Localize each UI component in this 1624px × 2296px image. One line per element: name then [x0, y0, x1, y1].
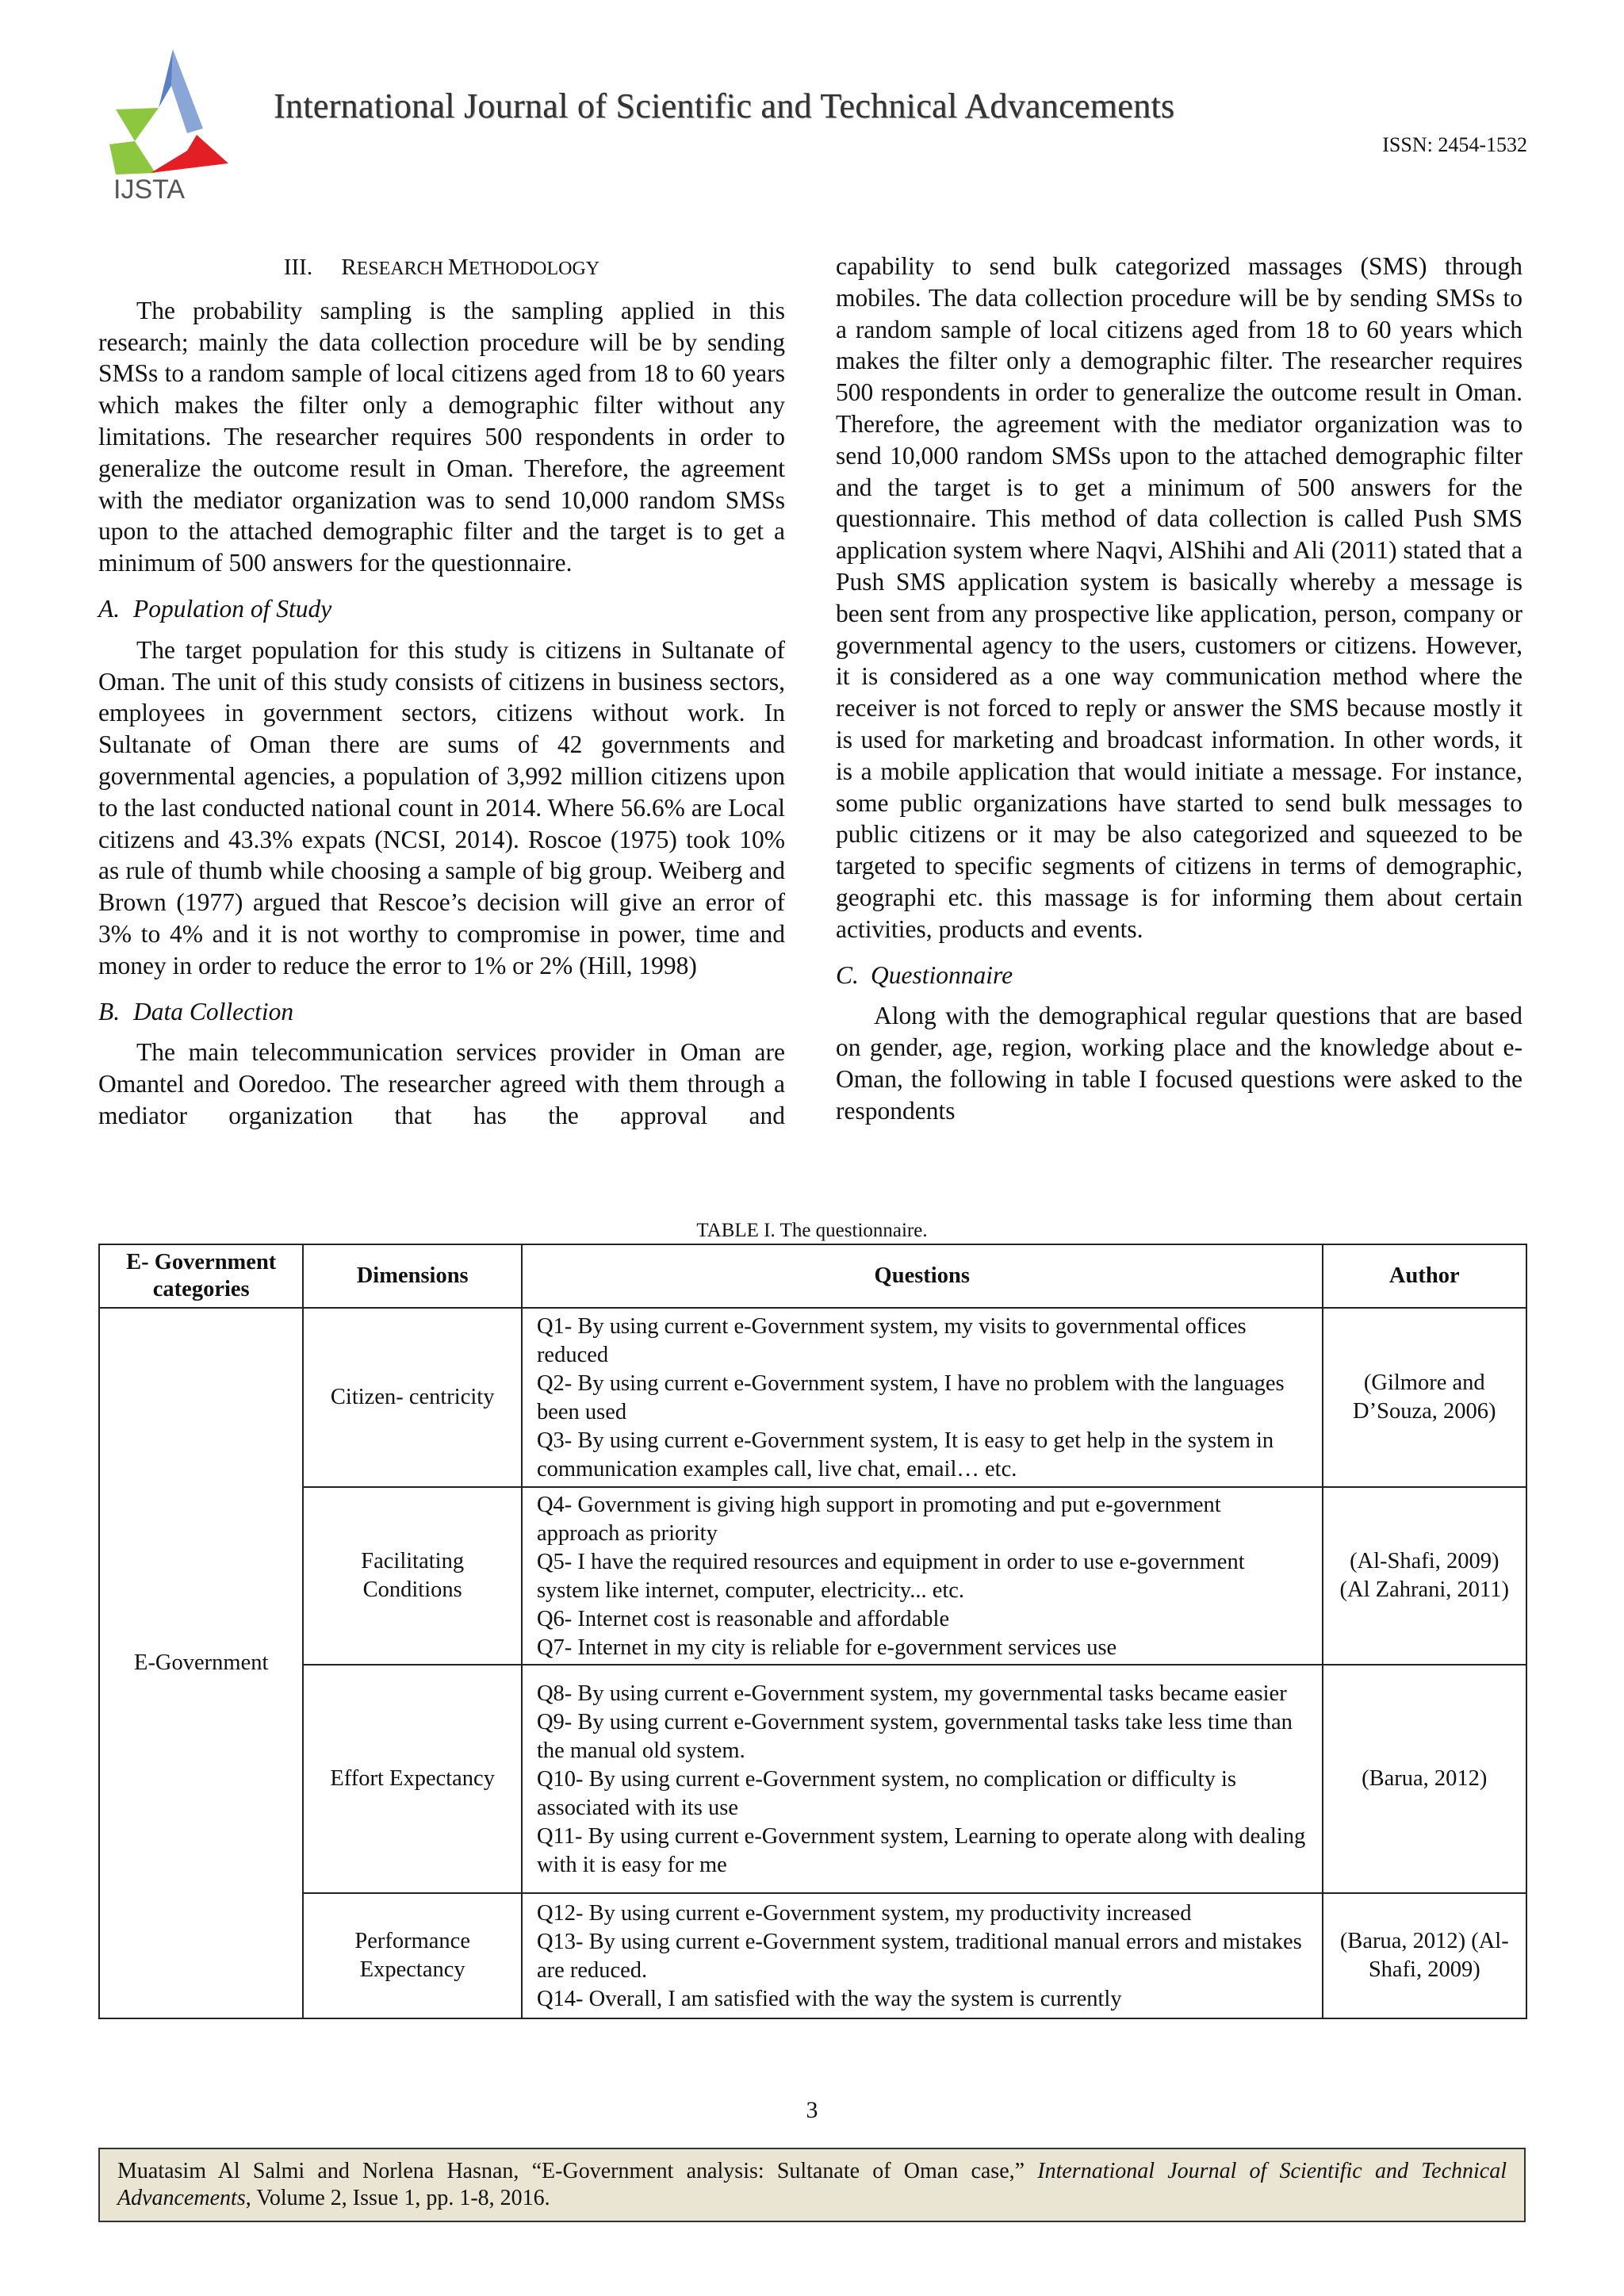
logo-text: IJSTA: [113, 174, 186, 205]
question-item: Q1- By using current e-Government system, my visits to governmental offices reduced: [536, 1314, 1247, 1367]
table-row: [99, 1893, 1526, 2018]
subsection-c-title: Questionnaire: [871, 960, 1013, 989]
author-cell: (Al-Shafi, 2009) (Al Zahrani, 2011): [1323, 1487, 1526, 1665]
journal-title: International Journal of Scientific and Technical Advancements: [274, 86, 1175, 125]
dimension-cell: Performance Expectancy: [303, 1893, 522, 2018]
question-item: Q9- By using current e-Government system, governmental tasks take less time than the manual old system.: [536, 1710, 1293, 1763]
question-item: Q2- By using current e-Government system, I have no problem with the languages been used: [536, 1371, 1285, 1424]
subsection-b-label: B.: [98, 997, 121, 1025]
header-author: Author: [1323, 1244, 1526, 1308]
question-item: Q14- Overall, I am satisfied with the way the system is currently: [536, 1987, 1122, 2011]
subsection-a-label: A.: [98, 594, 121, 623]
subsection-c-label: C.: [836, 960, 859, 989]
section-number: III.: [283, 255, 313, 280]
question-item: Q13- By using current e-Government system, traditional manual errors and mistakes are reduced.: [536, 1930, 1302, 1983]
question-item: Q10- By using current e-Government system, no complication or difficulty is associated with its use: [536, 1767, 1236, 1820]
question-item: Q12- By using current e-Government system, my productivity increased: [536, 1901, 1192, 1926]
subsection-a-heading: [98, 593, 785, 625]
table-header-row: [99, 1244, 1526, 1308]
subsection-a-title: Population of Study: [133, 594, 332, 623]
question-item: Q7- Internet in my city is reliable for e-government services use: [536, 1635, 1117, 1660]
questions-cell: [522, 1893, 1323, 2018]
left-column: [98, 251, 785, 1132]
population-paragraph: The target population for this study is citizens in Sultanate of Oman. The unit of this study consists of citizens in business sectors, employees in government sectors, citizens without work. In Sultanate of Oman there are sums of 42 governments and governmental agencies, a population of 3,992 million citizens upon to the last conducted national count in 2014. Where 56.6% are Local citizens and 43.3% expats (NCSI, 2014). Roscoe (1975) took 10% as rule of thumb while choosing a sample of big group. Weiberg and Brown (1977) argued that Rescoe’s decision will give an error of 3% to 4% and it is not worthy to compromise in power, time and money in order to reduce the error to 1% or 2% (Hill, 1998): [98, 635, 785, 979]
header-categories: E- Government categories: [99, 1244, 303, 1308]
section-title-initial: R: [341, 255, 357, 280]
questionnaire-paragraph: Along with the demographical regular questions that are based on gender, age, region, working place and the knowledge about e-Oman, the following in table I focused questions were asked to the respondents: [836, 1002, 1522, 1125]
question-item: Q6- Internet cost is reasonable and affordable: [536, 1607, 950, 1631]
section-intro-paragraph: The probability sampling is the sampling applied in this research; mainly the data collection procedure will be by sending SMSs to a random sample of local citizens aged from 18 to 60 years which makes the filter only a demographic filter without any limitations. The researcher requires 500 respondents in order to generalize the outcome result in Oman. Therefore, the agreement with the mediator organization was to send 10,000 random SMSs upon to the attached demographic filter and the target is to get a minimum of 500 answers for the questionnaire.: [98, 296, 785, 577]
header-dimensions: Dimensions: [303, 1244, 522, 1308]
issn: ISSN: 2454-1532: [1382, 133, 1527, 156]
questions-cell: [522, 1665, 1323, 1893]
section-title-part-2: ETHODOLOGY: [468, 259, 600, 279]
question-item: Q4- Government is giving high support in promoting and put e-government approach as priority: [536, 1493, 1221, 1546]
subsection-b-title: Data Collection: [133, 997, 294, 1025]
section-heading: [98, 252, 785, 286]
citation-details: , Volume 2, Issue 1, pp. 1-8, 2016.: [245, 2186, 550, 2210]
author-cell: (Gilmore and D’Souza, 2006): [1323, 1308, 1526, 1487]
category-cell: E-Government: [99, 1308, 303, 2018]
author-cell: (Barua, 2012): [1323, 1665, 1526, 1893]
dimension-cell: Effort Expectancy: [303, 1665, 522, 1893]
data-collection-continued: capability to send bulk categorized massages (SMS) through mobiles. The data collection procedure will be by sending SMSs to a random sample of local citizens aged from 18 to 60 years which makes the filter only a demographic filter. The researcher requires 500 respondents in order to generalize the outcome result in Oman. Therefore, the agreement with the mediator organization was to send 10,000 random SMSs upon to the attached demographic filter and the target is to get a minimum of 500 answers for the questionnaire. This method of data collection is called Push SMS application system where Naqvi, AlShihi and Ali (2011) stated that a Push SMS application system is basically whereby a message is been sent from any prospective like application, person, company or governmental agency to the users, customers or citizens. However, it is considered as a one way communication method where the receiver is not forced to reply or answer the SMS because mostly it is used for marketing and broadcast information. In other words, it is a mobile application that would initiate a message. For instance, some public organizations have started to send bulk messages to public citizens or it may be also categorized and squeezed to be targeted to specific segments of citizens in terms of demographic, geographi etc. this massage is for informing them about certain activities, products and events.: [836, 252, 1522, 943]
section-title-initial-2: M: [448, 255, 469, 280]
ijsta-logo: [94, 40, 252, 206]
citation-journal: International Journal of Scientific and Technical Advancements: [117, 2159, 1507, 2210]
right-column: [836, 251, 1522, 1127]
citation-authors: Muatasim Al Salmi and Norlena Hasnan, “E-Government analysis: Sultanate of Oman case,”: [117, 2159, 1038, 2183]
table-row: [99, 1487, 1526, 1665]
table-row: [99, 1665, 1526, 1893]
citation-box: [98, 2148, 1526, 2222]
questionnaire-table: [98, 1244, 1527, 2019]
header-questions: Questions: [522, 1244, 1323, 1308]
subsection-b-heading: [98, 996, 785, 1028]
author-cell: (Barua, 2012) (Al-Shafi, 2009): [1323, 1893, 1526, 2018]
page-number: 3: [806, 2097, 818, 2123]
question-item: Q3- By using current e-Government system, It is easy to get help in the system in communication examples call, live chat, email… etc.: [536, 1428, 1274, 1481]
section-title-part: ESEARCH: [356, 259, 449, 279]
dimension-cell: Facilitating Conditions: [303, 1487, 522, 1665]
subsection-c-heading: [836, 960, 1522, 991]
question-item: Q8- By using current e-Government system, my governmental tasks became easier: [536, 1681, 1287, 1706]
questions-cell: [522, 1308, 1323, 1487]
questions-cell: [522, 1487, 1323, 1665]
question-item: Q11- By using current e-Government system, Learning to operate along with dealing with it is easy for me: [536, 1824, 1306, 1877]
table-row: [99, 1308, 1526, 1487]
data-collection-paragraph: The main telecommunication services provider in Oman are Omantel and Ooredoo. The researcher agreed with them through a mediator organization that has the approval and: [98, 1038, 785, 1129]
question-item: Q5- I have the required resources and equipment in order to use e-government system like internet, computer, electricity... etc.: [536, 1550, 1245, 1603]
table-caption: TABLE I. The questionnaire.: [696, 1220, 928, 1241]
dimension-cell: Citizen- centricity: [303, 1308, 522, 1487]
